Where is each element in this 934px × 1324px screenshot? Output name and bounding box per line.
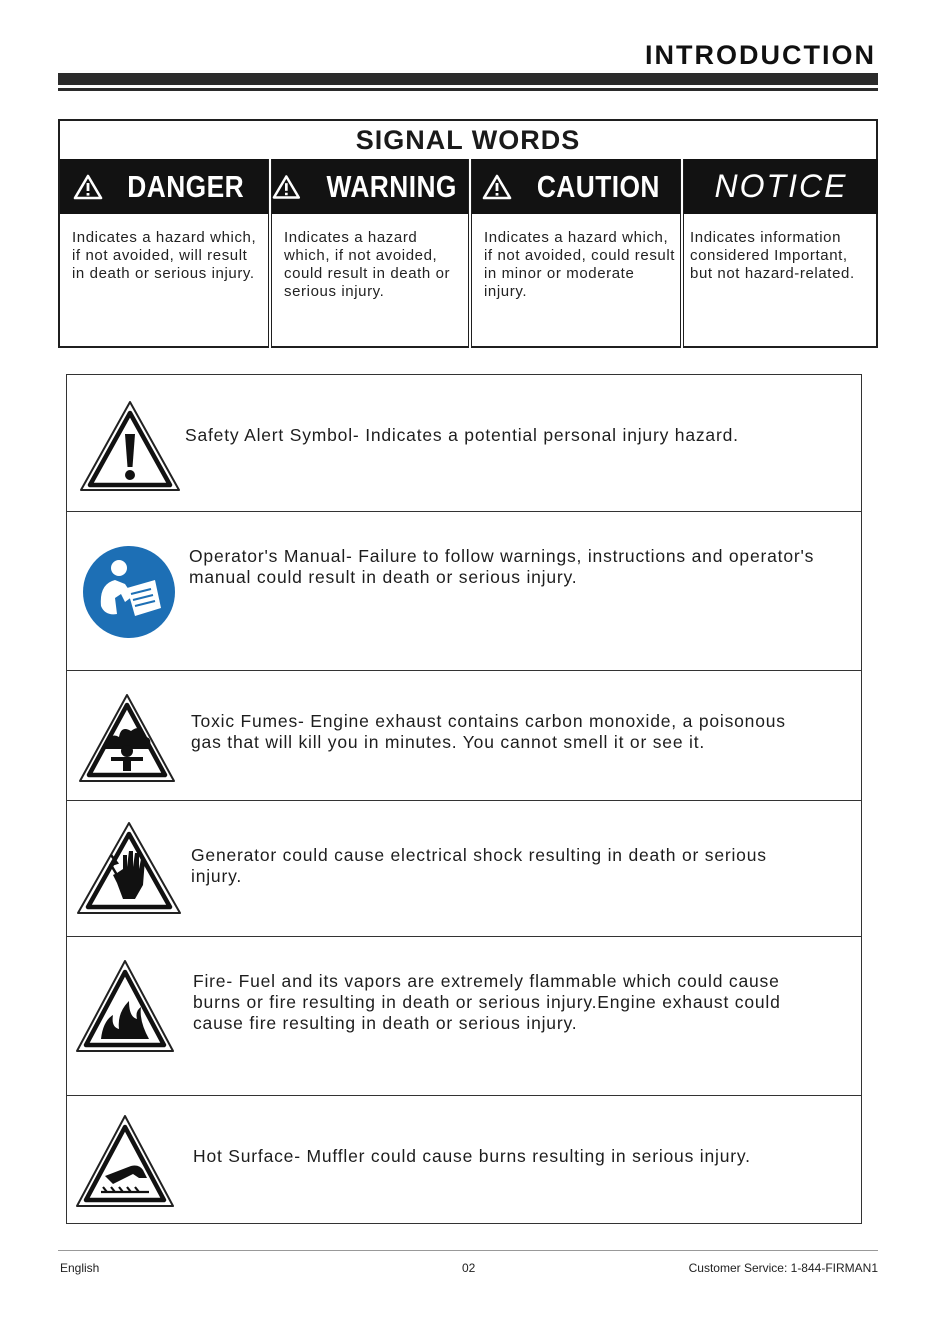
danger-column	[60, 159, 268, 348]
operators-manual-icon	[81, 544, 177, 640]
notice-header	[684, 159, 878, 214]
alert-triangle-icon	[73, 174, 103, 200]
caution-label: CAUTION	[536, 168, 660, 204]
safety-alert-icon	[75, 397, 185, 497]
symbol-description: Safety Alert Symbol- Indicates a potential personal injury hazard.	[185, 425, 739, 445]
header-rule-thin	[58, 88, 878, 91]
symbol-row	[67, 670, 861, 801]
symbol-description: Fire- Fuel and its vapors are extremely flammable which could cause burns or fire resulting in death or serious injury.Engine exhaust could cause fire resulting in death or serious injury.	[193, 971, 781, 1033]
signal-words-title: SIGNAL WORDS	[355, 125, 581, 155]
signal-words-table	[58, 119, 878, 348]
symbol-row	[67, 1095, 861, 1224]
danger-header	[60, 159, 268, 214]
caution-description: Indicates a hazard which, if not avoided, could result in minor or moderate injury.	[484, 229, 676, 300]
symbol-description: Toxic Fumes- Engine exhaust contains carbon monoxide, a poisonous gas that will kill you in minutes. You cannot smell it or see it.	[191, 711, 786, 752]
danger-label: DANGER	[127, 168, 245, 204]
warning-label: WARNING	[326, 168, 457, 204]
fire-icon	[73, 957, 177, 1057]
notice-description: Indicates information considered Important, but not hazard-related.	[690, 229, 855, 282]
page-title: INTRODUCTION	[645, 40, 876, 70]
page-number: 02	[462, 1261, 476, 1275]
warning-description: Indicates a hazard which, if not avoided, could result in death or serious injury.	[284, 229, 451, 300]
electric-shock-icon	[73, 819, 185, 919]
customer-service: Customer Service: 1-844-FIRMAN1	[688, 1261, 878, 1275]
warning-column	[272, 159, 468, 348]
notice-column	[684, 159, 878, 348]
warning-header	[272, 159, 468, 214]
symbol-row	[67, 375, 861, 511]
hot-surface-icon	[73, 1112, 177, 1212]
symbol-description: Operator's Manual- Failure to follow warnings, instructions and operator's manual could result in death or serious injury.	[189, 546, 815, 587]
symbol-description: Hot Surface- Muffler could cause burns resulting in serious injury.	[193, 1146, 751, 1166]
alert-triangle-icon	[482, 174, 512, 200]
caution-column	[472, 159, 680, 348]
safety-symbols-table	[66, 374, 862, 1224]
symbol-row	[67, 936, 861, 1096]
symbol-row	[67, 800, 861, 937]
toxic-fumes-icon	[75, 691, 179, 787]
symbol-description: Generator could cause electrical shock resulting in death or serious injury.	[191, 845, 767, 886]
footer-rule	[58, 1250, 878, 1251]
footer-language: English	[60, 1261, 100, 1275]
notice-label: NOTICE	[714, 168, 848, 204]
symbol-row	[67, 511, 861, 671]
caution-header	[472, 159, 680, 214]
alert-triangle-icon	[272, 174, 301, 200]
danger-description: Indicates a hazard which, if not avoided, will result in death or serious injury.	[72, 229, 257, 282]
header-rule	[58, 73, 878, 85]
